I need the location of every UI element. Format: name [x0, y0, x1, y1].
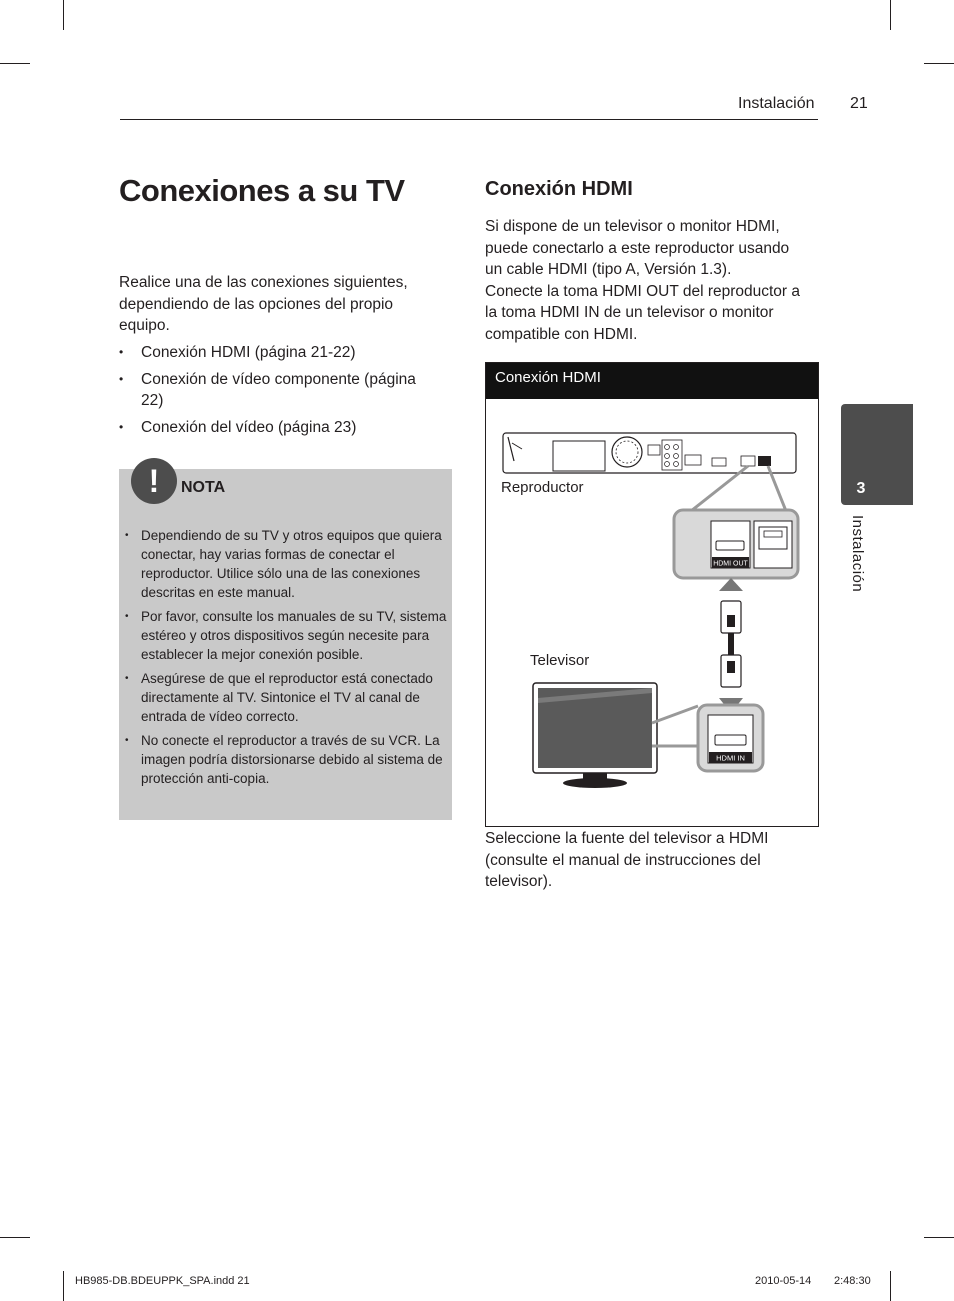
- running-header-section: Instalación: [738, 95, 815, 112]
- hdmi-connection-figure: [485, 362, 819, 827]
- chapter-tab: [841, 404, 913, 505]
- connection-diagram: [486, 363, 818, 826]
- footer-time: 2:48:30: [834, 1275, 871, 1287]
- port-in-label: HDMI IN: [716, 753, 745, 763]
- list-item: • Por favor, consulte los manuales de su TV, sistema estéreo y otros dispositivos según necesite para establecer la mejor conexión posible.: [119, 607, 449, 664]
- section-text: [485, 216, 810, 345]
- list-item: • Conexión del vídeo (página 23): [119, 417, 439, 439]
- connection-options-list: [119, 342, 439, 443]
- crop-mark: [63, 0, 64, 30]
- crop-mark: [924, 1237, 954, 1238]
- figure-title: Conexión HDMI: [486, 363, 818, 399]
- page-title: Conexiones a su TV: [119, 173, 405, 208]
- chapter-label: Instalación: [849, 515, 866, 593]
- crop-mark: [0, 63, 30, 64]
- paragraph: Si dispone de un televisor o monitor HDMI, puede conectarlo a este reproductor usando un cable HDMI (tipo A, Versión 1.3).: [485, 218, 790, 278]
- page-number: 21: [850, 95, 868, 112]
- crop-mark: [63, 1271, 64, 1301]
- tv-label: Televisor: [530, 652, 590, 669]
- hdmi-in-port: [708, 715, 753, 763]
- lan-port: [754, 521, 792, 568]
- player-label: Reproductor: [501, 479, 584, 496]
- crop-mark: [0, 1237, 30, 1238]
- list-item: • Conexión HDMI (página 21-22): [119, 342, 439, 364]
- figure-caption: Seleccione la fuente del televisor a HDMI (consulte el manual de instrucciones del televisor).: [485, 830, 769, 890]
- tv-illustration: [533, 683, 657, 788]
- port-out-label: HDMI OUT: [713, 560, 748, 568]
- crop-mark: [890, 1271, 891, 1301]
- footer-file-name: HB985-DB.BDEUPPK_SPA.indd 21: [75, 1275, 250, 1287]
- note-label: NOTA: [181, 479, 226, 496]
- hdmi-cable: [719, 578, 743, 713]
- note-list: [119, 526, 449, 793]
- footer-date: 2010-05-14: [755, 1275, 812, 1287]
- chapter-number: 3: [856, 480, 866, 497]
- paragraph: Conecte la toma HDMI OUT del reproductor a la toma HDMI IN de un televisor o monitor compatible con HDMI.: [485, 282, 801, 343]
- note-box: [119, 463, 452, 820]
- hdmi-out-port: [711, 521, 750, 568]
- list-item: • Asegúrese de que el reproductor está conectado directamente al TV. Sintonice el TV al canal de entrada de vídeo correcto.: [119, 669, 449, 726]
- player-illustration: [503, 433, 796, 473]
- header-rule: [120, 119, 818, 120]
- crop-mark: [890, 0, 891, 30]
- section-title: Conexión HDMI: [485, 178, 633, 200]
- crop-mark: [924, 63, 954, 64]
- list-item: • Dependiendo de su TV y otros equipos que quiera conectar, hay varias formas de conectar el reproductor. Utilice sólo una de las conexiones descritas en este manual.: [119, 526, 449, 602]
- list-item: • Conexión de vídeo componente (página 22): [119, 369, 439, 412]
- exclamation-icon: !: [131, 458, 177, 504]
- intro-paragraph: Realice una de las conexiones siguientes, dependiendo de las opciones del propio equipo.: [119, 274, 408, 334]
- list-item: • No conecte el reproductor a través de su VCR. La imagen podría distorsionarse debido al sistema de protección anti-copia.: [119, 731, 449, 788]
